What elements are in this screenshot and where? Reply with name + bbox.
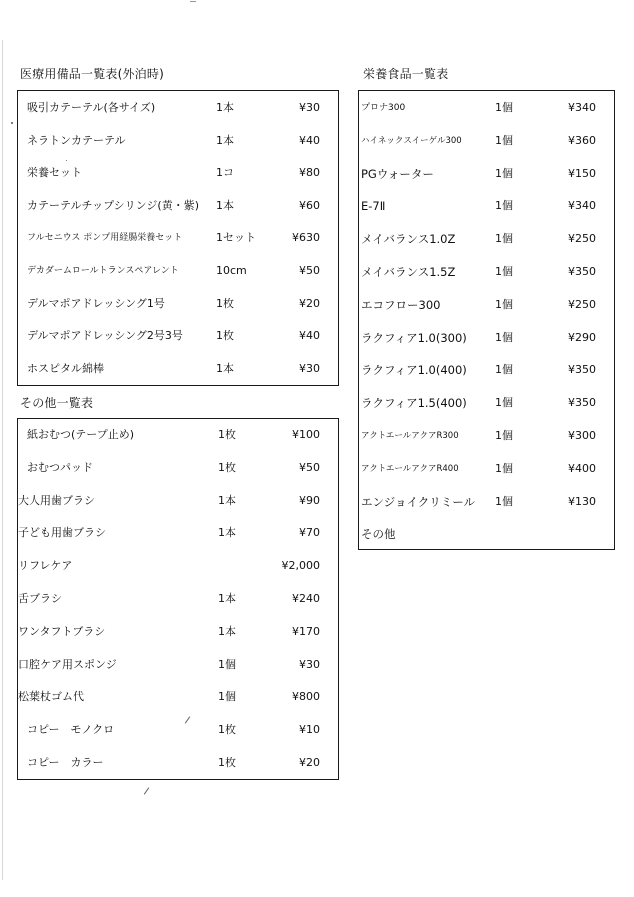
item-quantity: 1個 (495, 330, 513, 344)
medical-supplies-title: 医療用備品一覧表(外泊時) (20, 67, 164, 81)
medical-supplies-table (17, 90, 339, 386)
table-row (359, 164, 614, 184)
item-price: ¥50 (299, 460, 320, 474)
table-row (18, 491, 338, 511)
item-price: ¥150 (568, 166, 596, 180)
item-name: 栄養セット (27, 166, 82, 180)
table-row (359, 98, 614, 118)
item-quantity: 1本 (218, 624, 236, 638)
table-row (18, 655, 338, 675)
item-name: E-7Ⅱ (361, 199, 386, 214)
item-quantity: 1個 (495, 494, 513, 508)
item-name: 口腔ケア用スポンジ (18, 657, 117, 671)
table-row (18, 196, 338, 216)
item-quantity: 1個 (495, 166, 513, 180)
item-name: 松葉杖ゴム代 (18, 690, 84, 704)
item-quantity: 1個 (495, 429, 513, 442)
item-price: ¥240 (292, 592, 320, 605)
table-row (18, 589, 338, 609)
table-row (18, 228, 338, 248)
item-name: 舌ブラシ (18, 592, 62, 605)
item-price: ¥400 (568, 461, 596, 475)
table-row (359, 295, 614, 315)
item-quantity: 1個 (218, 657, 236, 671)
item-name: デルマポアドレッシング2号3号 (27, 329, 183, 343)
item-name: 子ども用歯ブラシ (18, 526, 106, 540)
item-quantity: 1本 (218, 526, 236, 540)
table-row (18, 359, 338, 379)
item-price: ¥90 (299, 493, 320, 507)
table-row (18, 622, 338, 642)
table-row (18, 523, 338, 543)
table-row (359, 360, 614, 380)
item-quantity: 1コ (216, 166, 234, 180)
item-quantity: 1枚 (218, 756, 236, 769)
item-name: PGウォーター (361, 166, 434, 181)
item-quantity: 1個 (495, 133, 513, 147)
table-row (359, 459, 614, 479)
item-price: ¥250 (568, 232, 596, 246)
item-name: アクトエールアクアR400 (361, 463, 459, 474)
item-price: ¥100 (292, 428, 320, 441)
item-quantity: 1個 (495, 461, 513, 475)
item-price: ¥30 (299, 361, 320, 375)
item-name: フルセニウス ポンプ用経腸栄養セット (27, 233, 183, 244)
item-name: カテーテルチップシリンジ(黄・紫) (27, 198, 199, 212)
item-name: ワンタフトブラシ (18, 624, 106, 638)
item-quantity: 1個 (495, 199, 513, 213)
item-name: ハイネックスイーゲル300 (361, 135, 462, 146)
item-name: 大人用歯ブラシ (18, 493, 95, 507)
item-quantity: 1個 (495, 232, 513, 246)
nutrition-table (358, 90, 615, 550)
table-row (359, 426, 614, 446)
item-name: メイバランス1.0Z (361, 232, 456, 247)
scan-speck (11, 122, 13, 124)
item-price: ¥40 (299, 329, 320, 343)
scan-mark (190, 1, 196, 2)
nutrition-title: 栄養食品一覧表 (363, 67, 449, 81)
item-quantity: 1本 (216, 361, 234, 375)
table-row (18, 131, 338, 151)
item-name: コピー モノクロ (27, 723, 115, 737)
table-row (359, 229, 614, 249)
table-row (18, 687, 338, 707)
table-row (18, 720, 338, 740)
item-quantity: 1枚 (216, 329, 234, 343)
table-row (359, 524, 614, 544)
item-price: ¥10 (299, 723, 320, 737)
item-price: ¥300 (568, 429, 596, 442)
table-row (18, 163, 338, 183)
table-row (18, 261, 338, 281)
item-quantity: 1本 (216, 101, 234, 114)
item-quantity: 1個 (495, 363, 513, 377)
item-price: ¥350 (568, 265, 596, 278)
item-price: ¥800 (292, 690, 320, 704)
item-quantity: 1本 (216, 133, 234, 147)
table-row (18, 425, 338, 445)
other-items-title: その他一覧表 (20, 396, 94, 410)
item-price: ¥70 (299, 526, 320, 540)
table-row (359, 262, 614, 282)
table-row (359, 196, 614, 216)
item-price: ¥360 (568, 133, 596, 147)
item-quantity: 1本 (216, 198, 234, 212)
item-price: ¥130 (568, 494, 596, 508)
table-row (18, 753, 338, 773)
item-price: ¥50 (299, 264, 320, 277)
item-price: ¥2,000 (281, 559, 320, 573)
item-quantity: 10cm (216, 264, 247, 277)
item-name: おむつパッド (27, 460, 93, 474)
table-row (18, 326, 338, 346)
item-price: ¥20 (299, 756, 320, 769)
item-name: ラクフィア1.5(400) (361, 396, 467, 411)
item-price: ¥30 (299, 657, 320, 671)
item-name: ラクフィア1.0(300) (361, 330, 467, 345)
item-quantity: 1枚 (218, 428, 236, 441)
other-items-table (17, 418, 339, 780)
item-quantity: 1セット (216, 231, 256, 245)
item-name: リフレケア (18, 559, 73, 573)
item-name: ホスピタル綿棒 (27, 361, 104, 375)
item-price: ¥340 (568, 199, 596, 213)
item-name: エコフロー300 (361, 297, 441, 312)
table-row (18, 458, 338, 478)
table-row (359, 131, 614, 151)
item-quantity: 1個 (495, 297, 513, 311)
item-name: 吸引カテーテル(各サイズ) (27, 101, 156, 114)
table-row (18, 98, 338, 118)
item-name: エンジョイクリミール (361, 494, 476, 509)
item-quantity: 1個 (218, 690, 236, 704)
table-row (359, 393, 614, 413)
scan-speck (144, 787, 149, 794)
item-quantity: 1本 (218, 493, 236, 507)
item-name: ラクフィア1.0(400) (361, 363, 467, 378)
item-quantity: 1枚 (216, 296, 234, 310)
scan-edge (2, 40, 3, 880)
item-price: ¥350 (568, 363, 596, 377)
item-price: ¥290 (568, 330, 596, 344)
item-quantity: 1本 (218, 592, 236, 605)
table-row (18, 294, 338, 314)
item-name: メイバランス1.5Z (361, 265, 456, 279)
item-quantity: 1個 (495, 101, 513, 114)
item-name: デカダームロールトランスペアレント (27, 266, 179, 276)
item-name: アクトエールアクアR300 (361, 431, 459, 441)
item-price: ¥340 (568, 101, 596, 114)
item-quantity: 1個 (495, 396, 513, 410)
item-quantity: 1個 (495, 265, 513, 278)
item-price: ¥30 (299, 101, 320, 114)
item-price: ¥40 (299, 133, 320, 147)
item-price: ¥250 (568, 297, 596, 311)
item-name: ネラトンカテーテル (27, 133, 126, 147)
item-price: ¥80 (299, 166, 320, 180)
item-price: ¥60 (299, 198, 320, 212)
item-name: デルマポアドレッシング1号 (27, 296, 165, 310)
table-row (359, 492, 614, 512)
table-row (18, 556, 338, 576)
item-name: コピー カラー (27, 756, 104, 769)
table-row (359, 328, 614, 348)
item-price: ¥20 (299, 296, 320, 310)
item-name: 紙おむつ(テープ止め) (27, 428, 135, 441)
item-price: ¥630 (292, 231, 320, 245)
item-name: その他 (361, 527, 396, 542)
item-quantity: 1枚 (218, 723, 236, 737)
item-name: プロナ300 (361, 103, 406, 113)
item-quantity: 1枚 (218, 460, 236, 474)
item-price: ¥350 (568, 396, 596, 410)
item-price: ¥170 (292, 624, 320, 638)
